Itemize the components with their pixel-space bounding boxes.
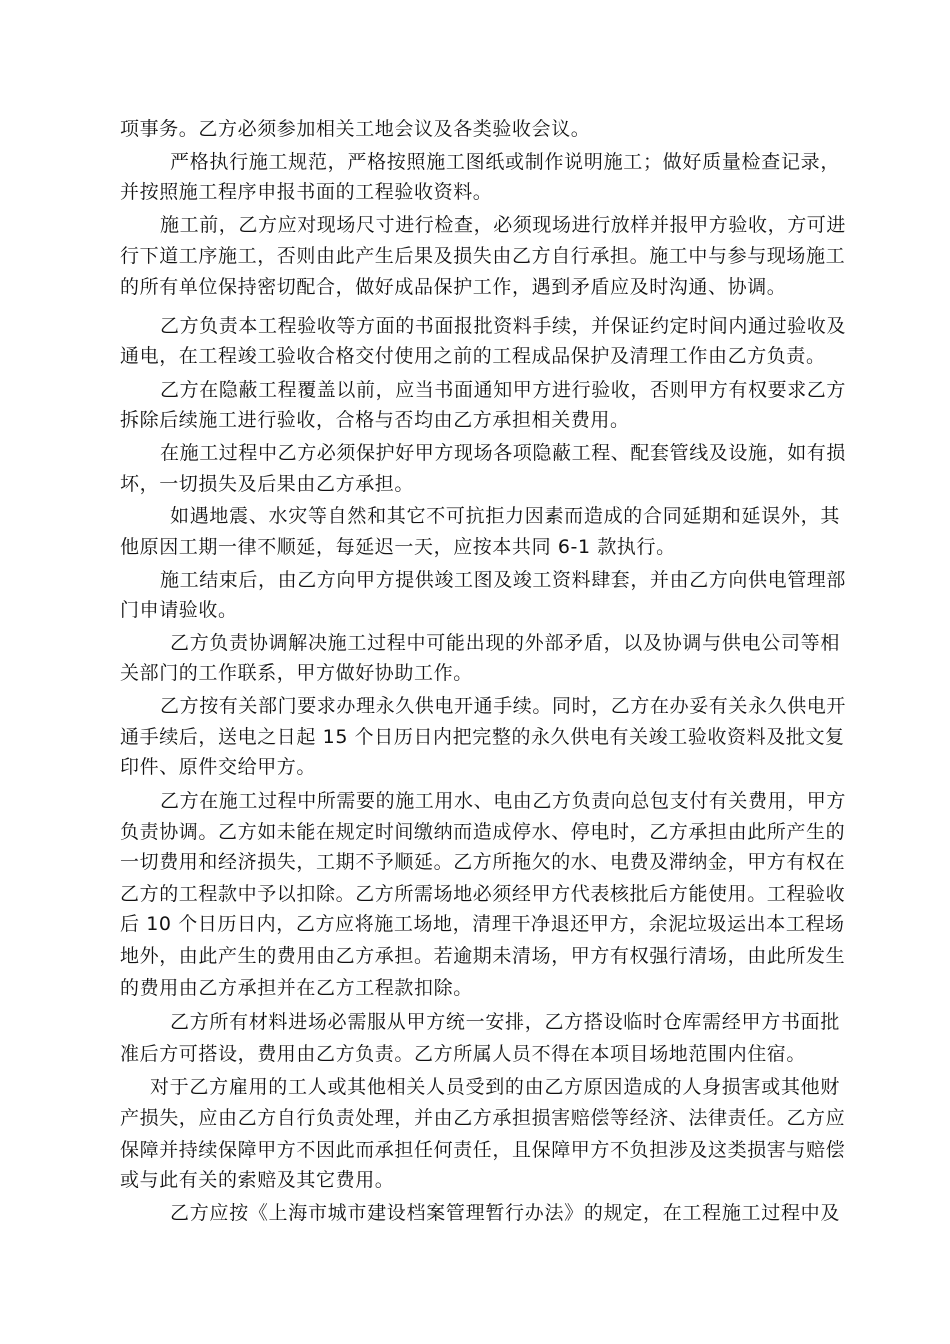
text-line: 通电，在工程竣工验收合格交付使用之前的工程成品保护及清理工作由乙方负责。: [120, 345, 826, 367]
text-line: 他原因工期一律不顺延，每延迟一天，应按本共同 6-1 款执行。: [120, 536, 676, 558]
text-line: 拆除后续施工进行验收，合格与否均由乙方承担相关费用。: [120, 409, 630, 431]
text-line: 乙方的工程款中予以扣除。乙方所需场地必须经甲方代表核批后方能使用。工程验收: [120, 883, 846, 905]
text-line: 的所有单位保持密切配合，做好成品保护工作，遇到矛盾应及时沟通、协调。: [120, 276, 787, 298]
text-line: 项事务。乙方必须参加相关工地会议及各类验收会议。: [120, 118, 591, 140]
text-line: 乙方在隐蔽工程覆盖以前，应当书面通知甲方进行验收，否则甲方有权要求乙方: [160, 379, 847, 401]
text-line: 地外，由此产生的费用由乙方承担。若逾期未清场，甲方有权强行清场，由此所发生: [120, 945, 846, 967]
text-line: 保障并持续保障甲方不因此而承担任何责任，且保障甲方不负担涉及这类损害与赔偿: [120, 1139, 846, 1161]
text-line: 乙方按有关部门要求办理永久供电开通手续。同时，乙方在办妥有关永久供电开: [160, 695, 847, 717]
text-line: 乙方应按《上海市城市建设档案管理暂行办法》的规定，在工程施工过程中及: [170, 1202, 840, 1224]
text-line: 并按照施工程序申报书面的工程验收资料。: [120, 181, 493, 203]
text-line: 负责协调。乙方如未能在规定时间缴纳而造成停水、停电时，乙方承担由此所产生的: [120, 821, 846, 843]
text-line: 乙方在施工过程中所需要的施工用水、电由乙方负责向总包支付有关费用，甲方: [160, 790, 847, 812]
text-line: 严格执行施工规范，严格按照施工图纸或制作说明施工；做好质量检查记录，: [170, 151, 840, 173]
text-line: 乙方负责本工程验收等方面的书面报批资料手续，并保证约定时间内通过验收及: [160, 315, 847, 337]
text-line: 产损失，应由乙方自行负责处理，并由乙方承担损害赔偿等经济、法律责任。乙方应: [120, 1107, 846, 1129]
text-line: 乙方所有材料进场必需服从甲方统一安排，乙方搭设临时仓库需经甲方书面批: [170, 1011, 840, 1033]
text-line: 印件、原件交给甲方。: [120, 756, 317, 778]
text-line: 一切费用和经济损失，工期不予顺延。乙方所拖欠的水、电费及滞纳金，甲方有权在: [120, 851, 846, 873]
text-line: 乙方负责协调解决施工过程中可能出现的外部矛盾，以及协调与供电公司等相: [170, 632, 840, 654]
text-line: 通手续后，送电之日起 15 个日历日内把完整的永久供电有关竣工验收资料及批文复: [120, 726, 845, 748]
text-line: 坏，一切损失及后果由乙方承担。: [120, 473, 415, 495]
text-line: 准后方可搭设，费用由乙方负责。乙方所属人员不得在本项目场地范围内住宿。: [120, 1043, 807, 1065]
text-line: 关部门的工作联系，甲方做好协助工作。: [120, 662, 473, 684]
text-line: 施工结束后，由乙方向甲方提供竣工图及竣工资料肆套，并由乙方向供电管理部: [160, 569, 847, 591]
text-line: 门申请验收。: [120, 599, 238, 621]
text-line: 对于乙方雇用的工人或其他相关人员受到的由乙方原因造成的人身损害或其他财: [150, 1076, 840, 1098]
text-line: 或与此有关的索赔及其它费用。: [120, 1169, 395, 1191]
text-line: 后 10 个日历日内，乙方应将施工场地，清理干净退还甲方，余泥垃圾运出本工程场: [120, 913, 845, 935]
text-line: 的费用由乙方承担并在乙方工程款扣除。: [120, 977, 473, 999]
text-line: 在施工过程中乙方必须保护好甲方现场各项隐蔽工程、配套管线及设施，如有损: [160, 442, 847, 464]
text-line: 行下道工序施工，否则由此产生后果及损失由乙方自行承担。施工中与参与现场施工: [120, 245, 846, 267]
text-line: 如遇地震、水灾等自然和其它不可抗拒力因素而造成的合同延期和延误外，其: [170, 505, 840, 527]
text-line: 施工前，乙方应对现场尺寸进行检查，必须现场进行放样并报甲方验收，方可进: [160, 214, 847, 236]
